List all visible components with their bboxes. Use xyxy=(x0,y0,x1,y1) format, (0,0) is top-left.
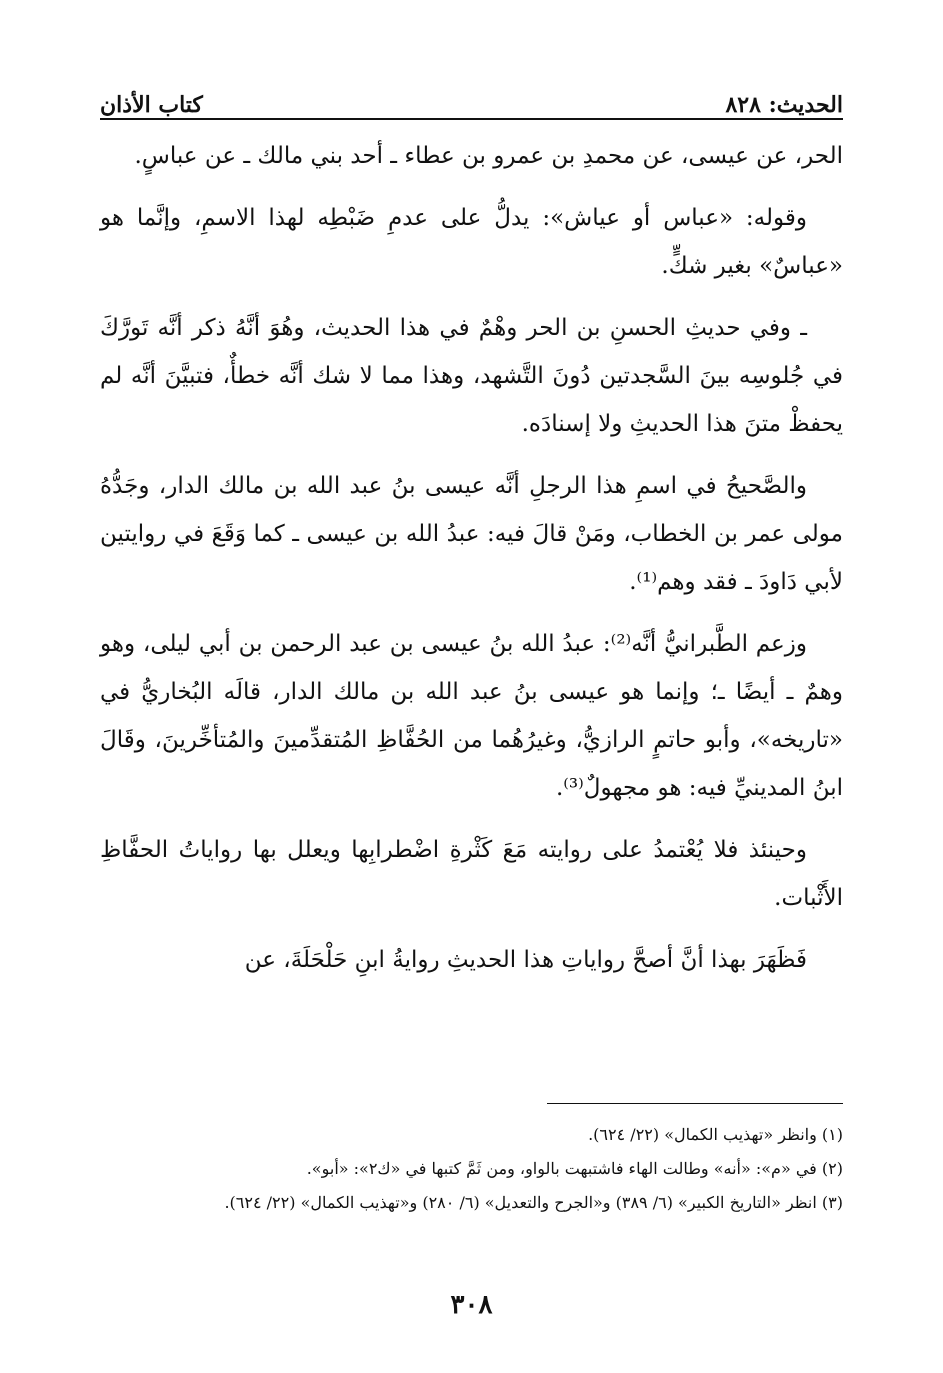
chapter-title: كتاب الأذان xyxy=(100,92,203,118)
running-header xyxy=(100,82,843,118)
footnote-1: (١) وانظر «تهذيب الكمال» (٢٢/ ٦٢٤). xyxy=(588,1125,843,1144)
paragraph-3: ـ وفي حديثِ الحسنِ بن الحر وهْمٌ في هذا الحديث، وهُوَ أنَّهُ ذكر أنَّه تَورَّكَ في جُلوسِه بينَ السَّجدتين دُونَ التَّشهد، وهذا مما لا شك أنَّه خطأٌ، فتبيَّنَ أنَّه لم يحفظْ متنَ هذا الحديثِ ولا إسنادَه. xyxy=(100,315,843,437)
paragraph-4: والصَّحيحُ في اسمِ هذا الرجلِ أنَّه عيسى بنُ عبد الله بن مالك الدار، وجَدُّهُ مولى عمر بن الخطاب، ومَنْ قالَ فيه: عبدُ الله بن عيسى ـ كما وَقَعَ في روايتين لأبي دَاودَ ـ فقد وهم⁽¹⁾. xyxy=(100,473,843,595)
paragraph-7: فَظَهَرَ بهذا أنَّ أصحَّ رواياتِ هذا الحديثِ روايةُ ابنِ حَلْحَلَةَ، عن xyxy=(244,947,807,973)
footnotes xyxy=(100,1118,843,1220)
paragraph-5: وزعم الطَّبرانيُّ أنَّه⁽²⁾: عبدُ الله بنُ عيسى بن عبد الرحمن بن أبي ليلى، وهو وهمٌ ـ أيضًا ـ؛ وإنما هو عيسى بنُ عبد الله بن مالك الدار، قالَه البُخاريُّ في «تاريخه»، وأبو حاتمٍ الرازيُّ، وغيرُهُما من الحُفَّاظِ المُتقدِّمينَ والمُتأخِّرينَ، وقَالَ ابنُ المدينيِّ فيه: هو مجهولٌ⁽³⁾. xyxy=(100,631,843,801)
page-number: ٣٠٨ xyxy=(450,1290,493,1320)
footnote-2: (٢) في «م»: «أنه» وطالت الهاء فاشتبهت بالواو، ومن ثَمَّ كتبها في «ك٢»: «أبو». xyxy=(306,1159,843,1178)
hadith-number-label: الحديث: ٨٢٨ xyxy=(725,92,843,118)
paragraph-6: وحينئذ فلا يُعْتمدُ على روايته مَعَ كَثْرةِ اضْطرابِها ويعلل بها رواياتُ الحفَّاظِ الأَثْبات. xyxy=(100,837,843,911)
main-text xyxy=(100,132,843,998)
paragraph-1: الحر، عن عيسى، عن محمدِ بن عمرو بن عطاء ـ أحد بني مالك ـ عن عباسٍ. xyxy=(134,143,843,169)
header-divider xyxy=(100,118,843,120)
footnote-3: (٣) انظر «التاريخ الكبير» (٦/ ٣٨٩) و«الجرح والتعديل» (٦/ ٢٨٠) و«تهذيب الكمال» (٢٢/ ٦٢٤). xyxy=(224,1193,843,1212)
footnote-divider xyxy=(547,1103,843,1104)
paragraph-2: وقوله: «عباس أو عياش»: يدلُّ على عدمِ ضَبْطِه لهذا الاسمِ، وإنَّما هو «عباسٌ» بغير شكٍّ. xyxy=(100,205,843,279)
